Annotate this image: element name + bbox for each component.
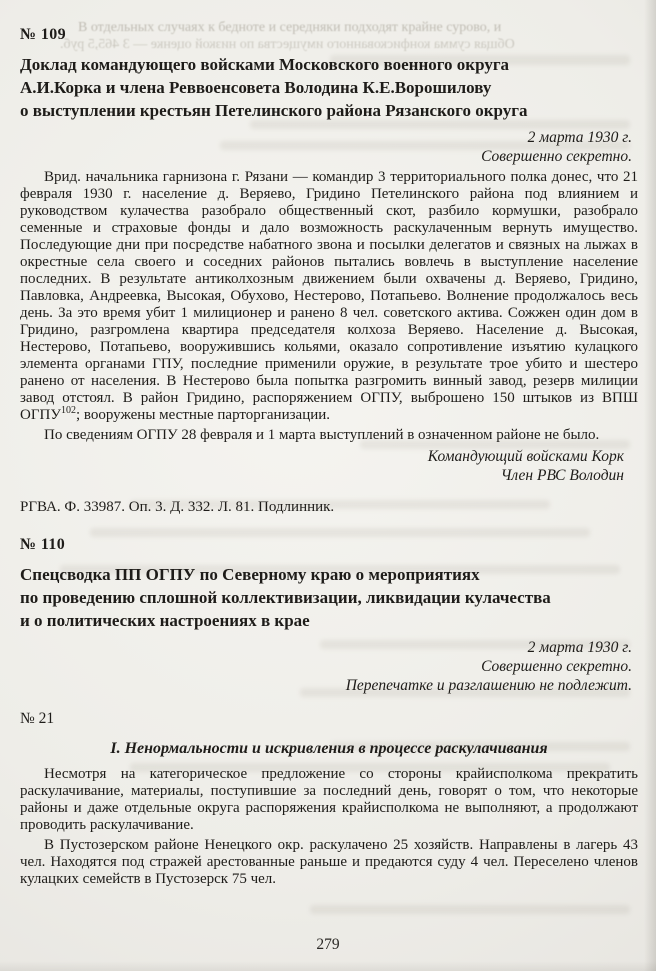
doc110-title-line: и о политических настроениях в крае (20, 611, 310, 630)
doc110-title-line: по проведению сплошной коллективизации, ликвидации кулачества (20, 588, 551, 607)
page-bottom-shadow (0, 961, 656, 971)
page-number: 279 (316, 936, 340, 953)
doc110-dateline (20, 638, 638, 695)
footnote-reference: 102 (60, 405, 76, 416)
doc109-title-line: Доклад командующего войсками Московского военного округа (20, 55, 510, 74)
doc110-secrecy-stamp: Совершенно секретно. (481, 658, 632, 675)
doc109-signature: Командующий войсками Корк (427, 448, 624, 465)
doc109-body-paragraph: По сведениям ОГПУ 28 февраля и 1 марта выступлений в означенном районе не было. (44, 427, 600, 443)
doc109-title (20, 53, 638, 122)
doc109-number: № 109 (20, 26, 67, 43)
bleedthrough-smudge (310, 905, 630, 914)
doc109-date: 2 марта 1930 г. (527, 129, 632, 146)
doc110-title-line: Спецсводка ПП ОГПУ по Северному краю о мероприятиях (20, 565, 480, 584)
doc110-number: № 110 (20, 536, 66, 553)
bleedthrough-text: В отдельных случаях к бедноте и середняки подходят крайне сурово, и (78, 20, 502, 35)
doc109-title-line: о выступлении крестьян Петелинского района Рязанского округа (20, 101, 528, 120)
doc109-signature: Член РВС Володин (500, 467, 624, 484)
doc110-secrecy-stamp: Перепечатке и разглашению не подлежит. (345, 677, 632, 694)
doc109-paragraph-text: ; вооружены местные парторганизации. (75, 407, 331, 423)
doc109-secrecy-stamp: Совершенно секретно. (481, 148, 632, 165)
doc109-paragraph-text: Врид. начальника гарнизона г. Рязани — командир 3 территориального полка донес, что 21 февраля 1930 г. население д. Веряево, Гридино Петелинского района под влиянием и руководством кулачества разобрало общественный скот, разбило кормушки, разобрало семенные и страховые фонды и дало возможность раскулаченным вернуть имущество. Последующие дни при посредстве набатного звона и посылки делегатов и связных на лыжах в окрестные села своего и соседних районов пытались вовлечь в выступление население последних. В результате антиколхозным движением были охвачены д. Веряево, Гридино, Павловка, Андреевка, Высокая, Обухово, Нестерово, Потапьево. Волнение продолжалось весь день. За это время убит 1 милиционер и ранено 8 чел. советского актива. Сожжен один дом в Гридино, разгромлена квартира председателя колхоза Веряево. Население д. Высокая, Нестерово, Потапьево, вооружившись кольями, оказало сопротивление изъятию кулацкого элемента органами ГПУ, последние применили оружие, в результате трое убито и шестеро ранено от населения. В Нестерово была попытка разгромить винный завод, резерв милиции завод отстоял. В район Гридино, распоряжением ОГПУ, выброшено 150 штыков из ВПШ ОГПУ (20, 169, 638, 423)
page-edge-shadow (644, 0, 656, 971)
doc109-body-paragraph (20, 169, 638, 424)
doc110-section-heading: I. Ненормальности и искривления в процессе раскулачивания (110, 740, 548, 757)
doc109-signature-block (20, 447, 638, 485)
doc110-title (20, 563, 638, 632)
doc109-dateline (20, 128, 638, 166)
doc110-internal-number: № 21 (20, 710, 55, 727)
bleedthrough-mirrored-text: Общая сумма конфискованного имущества по низкой оценке — 3 465,5 руб. (60, 37, 515, 52)
doc109-title-line: А.И.Корка и члена Реввоенсовета Володина К.Е.Ворошилову (20, 78, 492, 97)
page-content (20, 0, 638, 888)
doc110-body-paragraph: Несмотря на категорическое предложение со стороны крайисполкома прекратить раскулачивание, материалы, поступившие за последний день, говорят о том, что некоторые районы и даже отдельные округа распоряжения крайисполкома не выполняют, а продолжают проводить раскулачивание. (20, 766, 638, 833)
doc109-archive-reference: РГВА. Ф. 33987. Оп. 3. Д. 332. Л. 81. Подлинник. (20, 499, 335, 515)
doc110-body-paragraph: В Пустозерском районе Ненецкого окр. раскулачено 25 хозяйств. Направлены в лагерь 43 чел. Находятся под стражей арестованные раньше и предаются суду 4 чел. Переселено членов кулацких семейств в Пустозерск 75 чел. (20, 837, 638, 887)
doc110-date: 2 марта 1930 г. (527, 639, 632, 656)
